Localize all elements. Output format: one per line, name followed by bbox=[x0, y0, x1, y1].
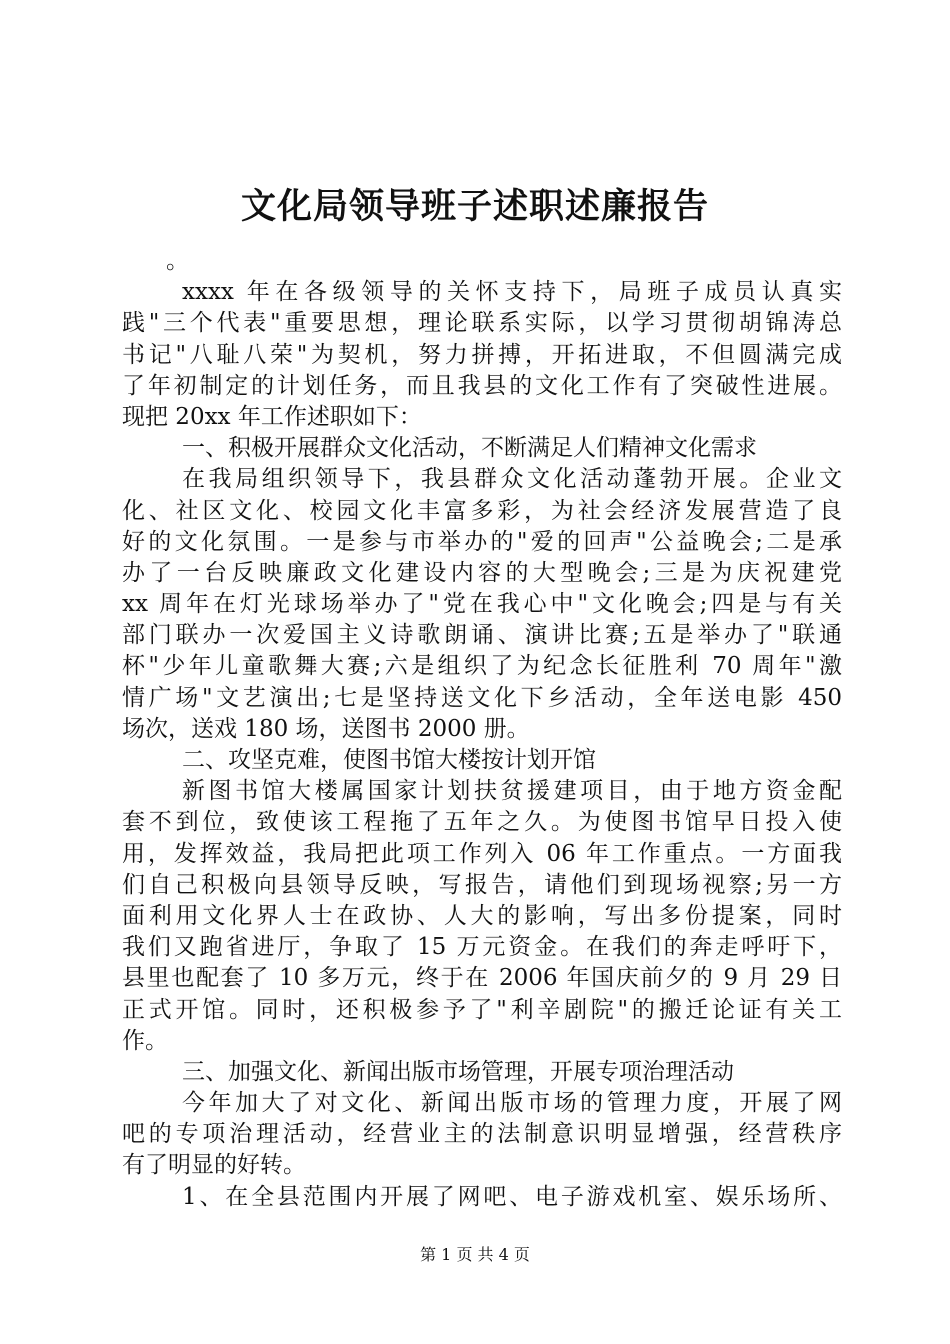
body-line: 用，发挥效益，我局把此项工作列入 06 年工作重点。一方面我 bbox=[122, 840, 842, 867]
body-line: 吧的专项治理活动，经营业主的法制意识明显增强，经营秩序 bbox=[122, 1121, 842, 1148]
body-line: 套不到位，致使该工程拖了五年之久。为使图书馆早日投入使 bbox=[122, 809, 842, 836]
body-line: 书记"八耻八荣"为契机，努力拼搏，开拓进取，不但圆满完成 bbox=[122, 341, 842, 368]
body-line: 践"三个代表"重要思想，理论联系实际，以学习贯彻胡锦涛总 bbox=[122, 310, 842, 337]
body-line: 好的文化氛围。一是参与市举办的"爱的回声"公益晚会;二是承 bbox=[122, 528, 842, 555]
body-line: 部门联办一次爱国主义诗歌朗诵、演讲比赛;五是举办了"联通 bbox=[122, 622, 842, 649]
body-line: 。 bbox=[166, 248, 189, 274]
body-line: 面利用文化界人士在政协、人大的影响，写出多份提案，同时 bbox=[122, 902, 842, 929]
body-line: 县里也配套了 10 多万元，终于在 2006 年国庆前夕的 9 月 29 日 bbox=[122, 965, 842, 992]
body-line: 新图书馆大楼属国家计划扶贫援建项目，由于地方资金配 bbox=[182, 778, 842, 805]
body-line: 现把 20xx 年工作述职如下： bbox=[122, 403, 422, 430]
body-line: 作。 bbox=[122, 1027, 168, 1054]
body-line: 正式开馆。同时，还积极参予了"利辛剧院"的搬迁论证有关工 bbox=[122, 996, 842, 1023]
document-body bbox=[122, 246, 842, 1213]
body-line: 情广场"文艺演出;七是坚持送文化下乡活动，全年送电影 450 bbox=[122, 684, 842, 711]
document-title: 文化局领导班子述职述廉报告 bbox=[240, 186, 709, 227]
body-line: 1、在全县范围内开展了网吧、电子游戏机室、娱乐场所、 bbox=[182, 1183, 842, 1210]
section-heading: 二、攻坚克难，使图书馆大楼按计划开馆 bbox=[182, 747, 596, 773]
body-line: 有了明显的好转。 bbox=[122, 1152, 306, 1179]
body-line: 了年初制定的计划任务，而且我县的文化工作有了突破性进展。 bbox=[122, 372, 842, 399]
body-line: xx 周年在灯光球场举办了"党在我心中"文化晚会;四是与有关 bbox=[122, 591, 842, 618]
section-heading: 一、积极开展群众文化活动，不断满足人们精神文化需求 bbox=[182, 435, 757, 462]
section-heading: 三、加强文化、新闻出版市场管理，开展专项治理活动 bbox=[182, 1058, 734, 1085]
page-number-footer: 第 1 页 共 4 页 bbox=[420, 1245, 530, 1264]
body-line: xxxx 年在各级领导的关怀支持下，局班子成员认真实 bbox=[182, 279, 842, 306]
body-line: 今年加大了对文化、新闻出版市场的管理力度，开展了网 bbox=[182, 1090, 842, 1117]
body-line: 办了一台反映廉政文化建设内容的大型晚会;三是为庆祝建党 bbox=[122, 559, 842, 586]
body-line: 们自己积极向县领导反映，写报告，请他们到现场视察;另一方 bbox=[122, 871, 842, 898]
body-line: 化、社区文化、校园文化丰富多彩，为社会经济发展营造了良 bbox=[122, 497, 842, 524]
body-line: 场次，送戏 180 场，送图书 2000 册。 bbox=[122, 715, 530, 742]
body-line: 在我局组织领导下，我县群众文化活动蓬勃开展。企业文 bbox=[182, 466, 842, 493]
body-line: 我们又跑省进厅，争取了 15 万元资金。在我们的奔走呼吁下， bbox=[122, 934, 842, 961]
body-line: 杯"少年儿童歌舞大赛;六是组织了为纪念长征胜利 70 周年"激 bbox=[122, 653, 842, 680]
